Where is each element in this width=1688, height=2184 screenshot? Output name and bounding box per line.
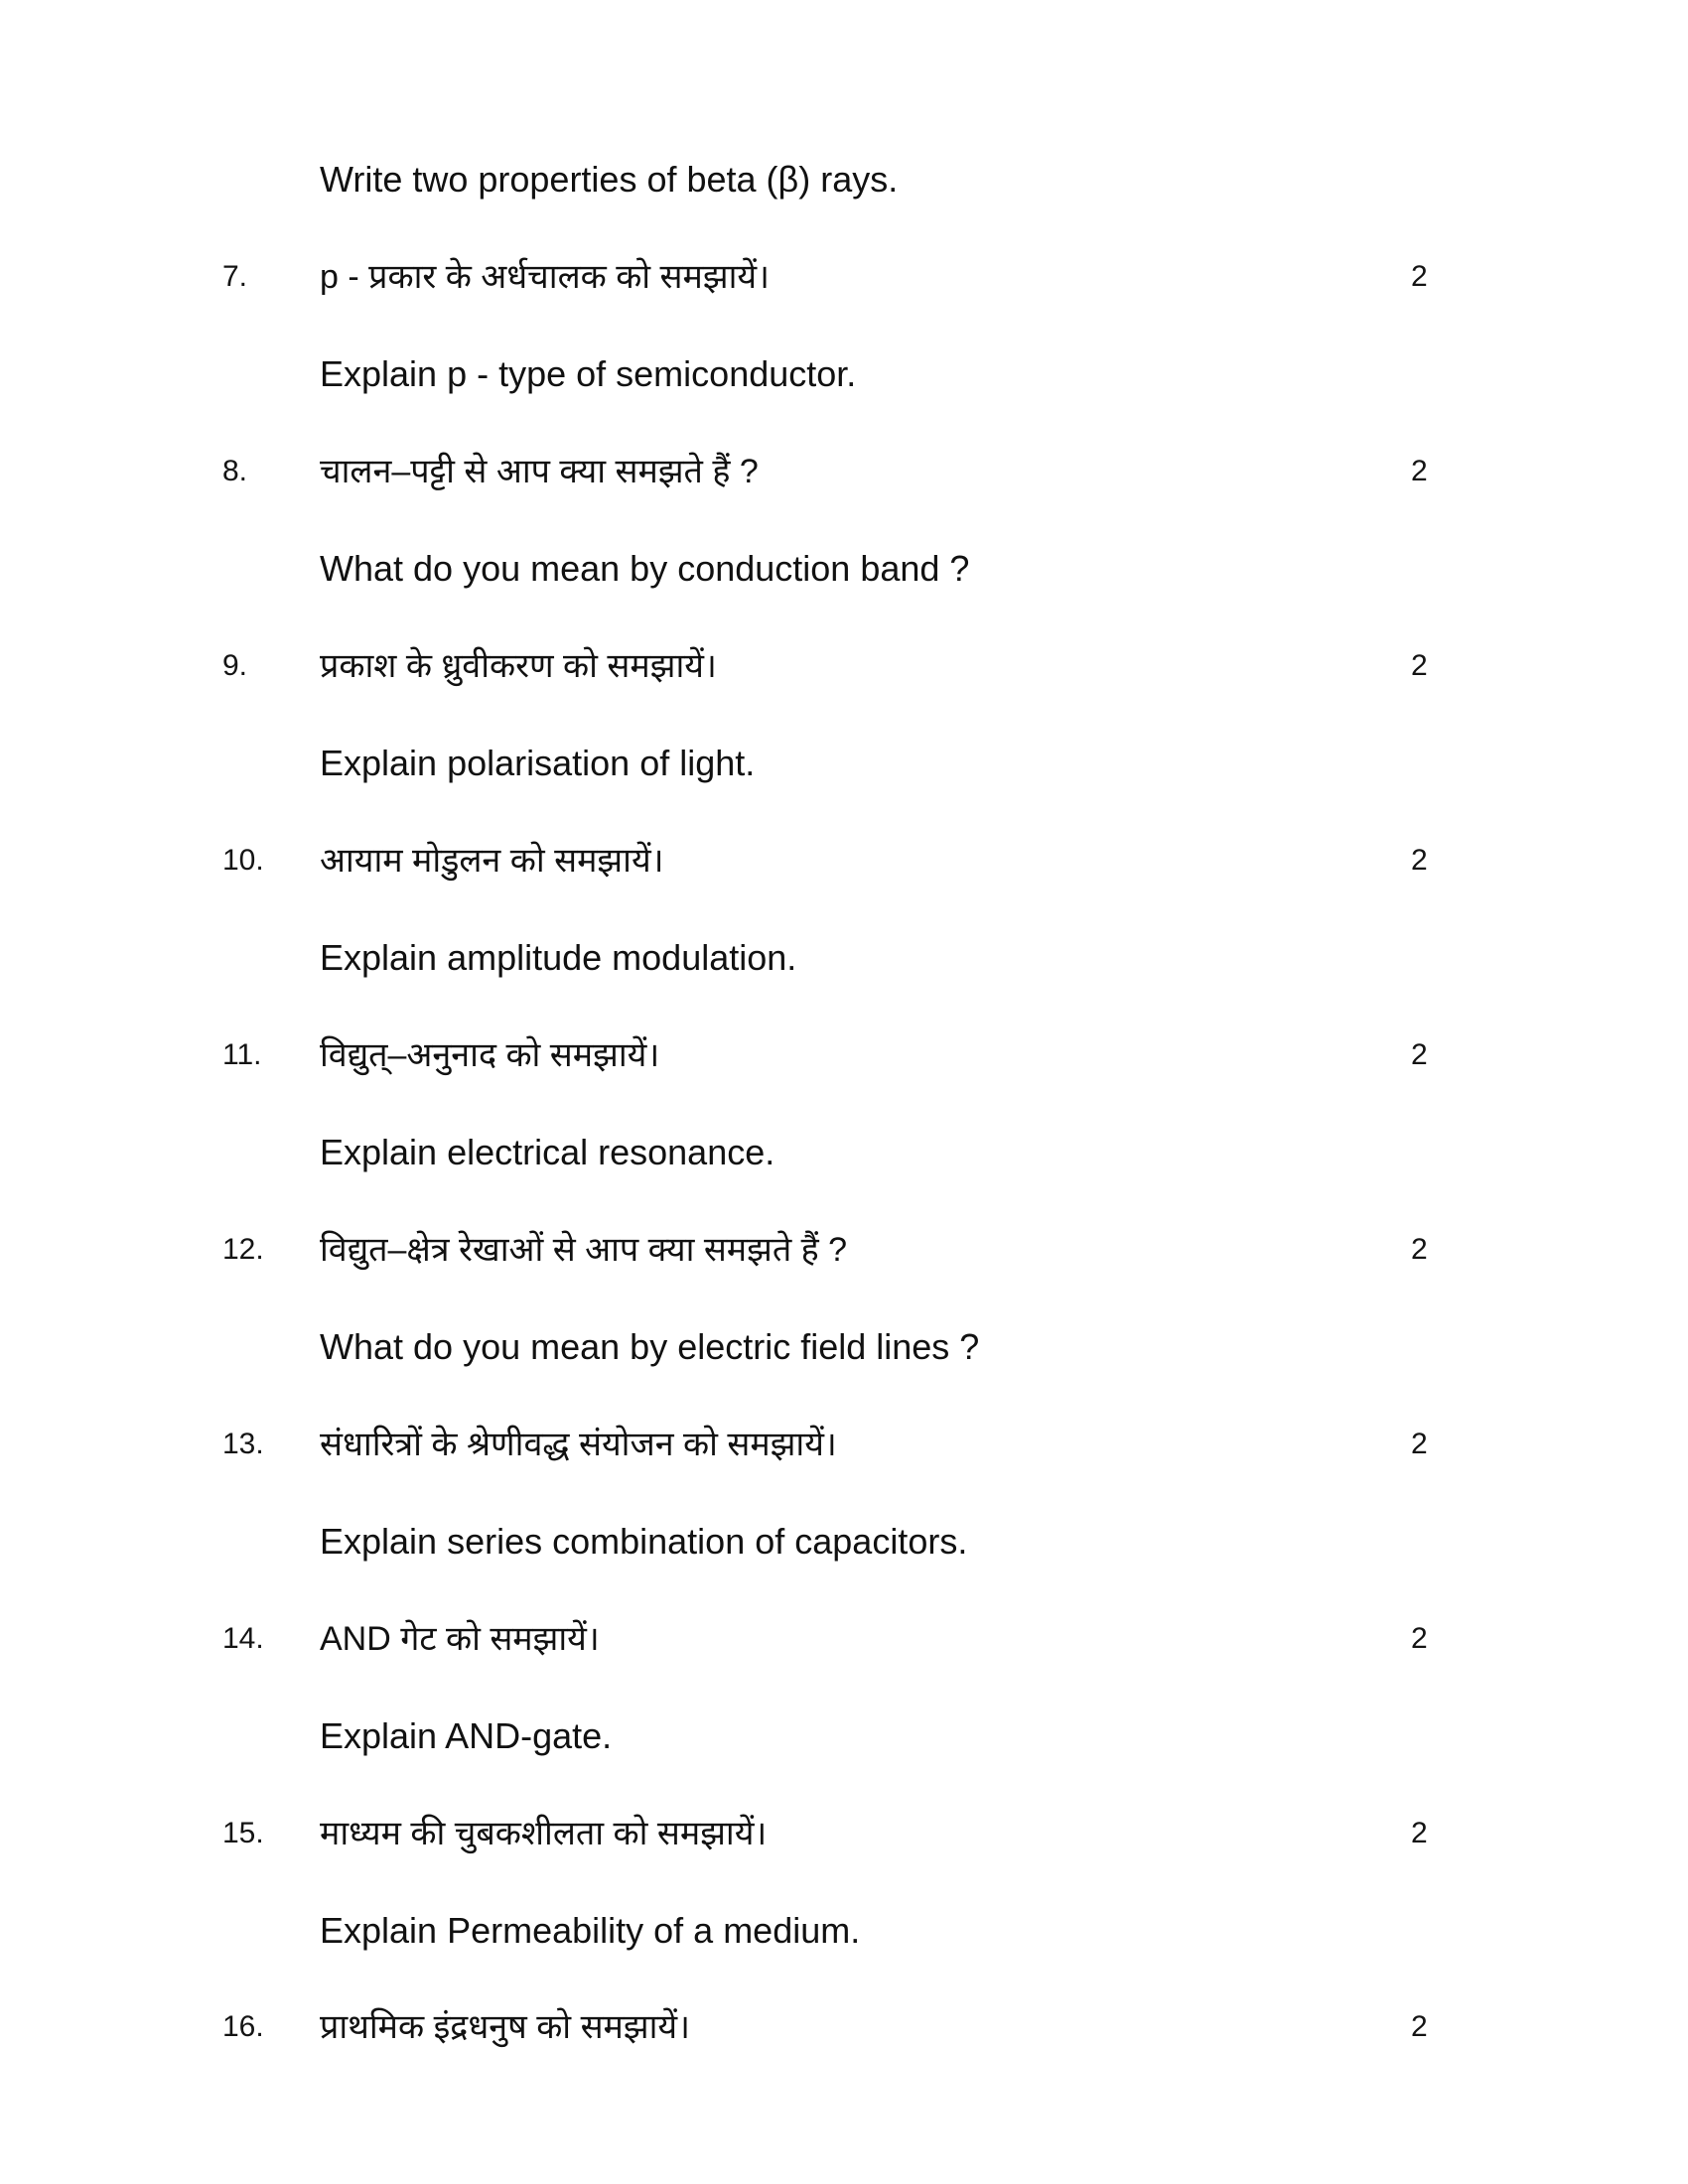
question-text-hindi: AND गेट को समझायें। <box>320 1620 600 1658</box>
question-number: 11. <box>222 1038 262 1071</box>
question-marks: 2 <box>1411 1038 1428 1071</box>
question-text-english: Explain p - type of semiconductor. <box>320 353 857 394</box>
question-12-english-line <box>0 1322 1688 1372</box>
question-number: 13. <box>222 1428 264 1460</box>
question-10-hindi-line <box>0 836 1688 886</box>
question-11-english-line <box>0 1128 1688 1177</box>
question-text-english: Explain series combination of capacitors. <box>320 1521 968 1562</box>
question-10-english-line <box>0 933 1688 983</box>
question-number: 14. <box>222 1622 264 1655</box>
question-marks: 2 <box>1411 455 1428 487</box>
question-13-english-line <box>0 1517 1688 1567</box>
question-15-hindi-line <box>0 1809 1688 1858</box>
question-text-hindi: विद्युत्–अनुनाद को समझायें। <box>320 1036 660 1074</box>
question-8-english-line <box>0 544 1688 594</box>
question-number: 9. <box>222 649 248 682</box>
question-8-hindi-line <box>0 447 1688 496</box>
question-text-hindi: आयाम मोडुलन को समझायें। <box>320 842 664 880</box>
question-marks: 2 <box>1411 2010 1428 2043</box>
question-marks: 2 <box>1411 1428 1428 1460</box>
question-9-hindi-line <box>0 641 1688 691</box>
question-text-english: Write two properties of beta (β) rays. <box>320 159 899 200</box>
question-text-hindi: माध्यम की चुबकशीलता को समझायें। <box>320 1815 768 1852</box>
question-text-hindi: प्राथमिक इंद्रधनुष को समझायें। <box>320 2008 690 2046</box>
question-13-hindi-line <box>0 1420 1688 1469</box>
question-text-hindi: p - प्रकार के अर्धचालक को समझायें। <box>320 258 770 296</box>
question-7-hindi-line <box>0 252 1688 302</box>
question-7-english-line <box>0 349 1688 399</box>
question-text-english: Explain amplitude modulation. <box>320 937 797 978</box>
question-text-english: Explain electrical resonance. <box>320 1132 775 1172</box>
question-text-hindi: प्रकाश के ध्रुवीकरण को समझायें। <box>320 647 717 685</box>
question-text-english: Explain AND-gate. <box>320 1715 613 1756</box>
question-14-hindi-line <box>0 1614 1688 1664</box>
question-text-hindi: संधारित्रों के श्रेणीवद्ध संयोजन को समझायें। <box>320 1426 837 1463</box>
question-12-hindi-line <box>0 1225 1688 1275</box>
question-16-hindi-line <box>0 2002 1688 2052</box>
question-marks: 2 <box>1411 260 1428 293</box>
question-text-hindi: चालन–पट्टी से आप क्या समझते हैं ? <box>320 453 759 490</box>
question-text-english: Explain polarisation of light. <box>320 743 756 783</box>
question-number: 15. <box>222 1817 264 1849</box>
question-marks: 2 <box>1411 1233 1428 1266</box>
question-text-english: Explain Permeability of a medium. <box>320 1910 861 1951</box>
question-text-english: What do you mean by conduction band ? <box>320 548 970 589</box>
question-number: 7. <box>222 260 248 293</box>
question-number: 8. <box>222 455 248 487</box>
question-marks: 2 <box>1411 844 1428 877</box>
question-11-hindi-line <box>0 1030 1688 1080</box>
question-6-english-line <box>0 155 1688 205</box>
question-marks: 2 <box>1411 1817 1428 1849</box>
question-9-english-line <box>0 739 1688 788</box>
question-15-english-line <box>0 1906 1688 1956</box>
question-text-english: What do you mean by electric field lines ? <box>320 1326 980 1367</box>
question-marks: 2 <box>1411 1622 1428 1655</box>
question-text-hindi: विद्युत–क्षेत्र रेखाओं से आप क्या समझते हैं ? <box>320 1231 848 1269</box>
question-number: 12. <box>222 1233 264 1266</box>
question-marks: 2 <box>1411 649 1428 682</box>
question-number: 16. <box>222 2010 264 2043</box>
question-number: 10. <box>222 844 264 877</box>
question-14-english-line <box>0 1711 1688 1761</box>
